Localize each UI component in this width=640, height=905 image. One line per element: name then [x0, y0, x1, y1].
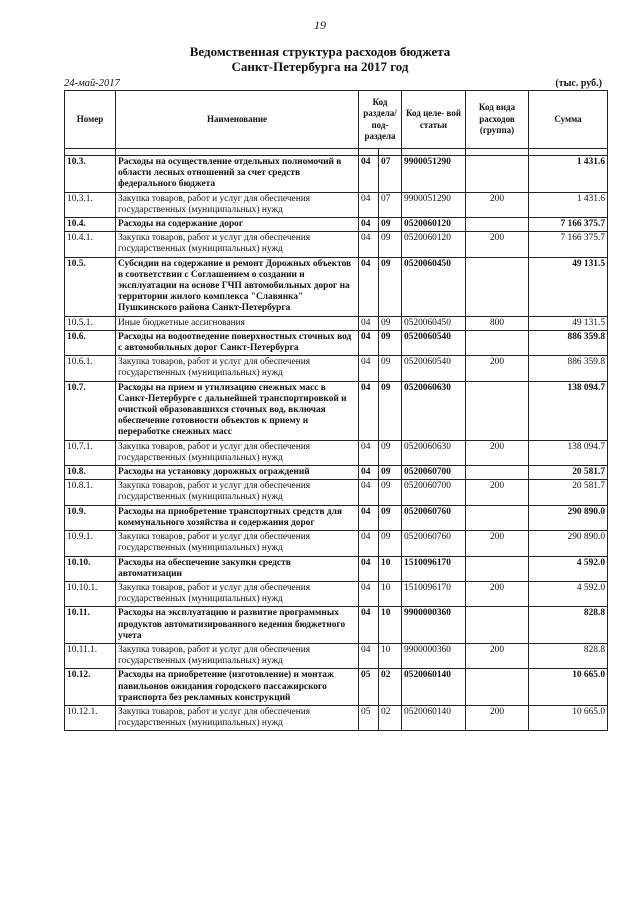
cell-section: 04 [359, 581, 379, 606]
cell-article: 0520060120 [402, 218, 466, 232]
cell-expense-type: 200 [466, 643, 529, 668]
cell-section: 04 [359, 643, 379, 668]
cell-expense-type [466, 505, 529, 530]
cell-amount: 138 094.7 [529, 440, 608, 465]
cell-expense-type: 200 [466, 356, 529, 381]
cell-article: 0520060140 [402, 705, 466, 730]
cell-subsection: 09 [379, 316, 402, 330]
cell-amount: 4 592.0 [529, 581, 608, 606]
table-row [65, 643, 608, 668]
cell-section: 04 [359, 466, 379, 480]
cell-section: 04 [359, 607, 379, 644]
cell-number: 10.8.1. [65, 480, 116, 505]
cell-article: 9900051290 [402, 156, 466, 193]
cell-amount: 886 359.8 [529, 330, 608, 355]
cell-expense-type [466, 466, 529, 480]
cell-number: 10.12.1. [65, 705, 116, 730]
cell-expense-type: 200 [466, 531, 529, 556]
title-line-1: Ведомственная структура расходов бюджета [189, 44, 451, 59]
cell-amount: 10 665.0 [529, 705, 608, 730]
cell-expense-type [466, 257, 529, 316]
header-name: Наименование [116, 91, 359, 149]
cell-expense-type: 200 [466, 440, 529, 465]
cell-article: 0520060700 [402, 466, 466, 480]
cell-subsection: 10 [379, 607, 402, 644]
cell-subsection: 09 [379, 531, 402, 556]
cell-name: Расходы на содержание дорог [116, 218, 359, 232]
cell-section: 04 [359, 556, 379, 581]
header-amount: Сумма [529, 91, 608, 149]
cell-article: 0520060760 [402, 505, 466, 530]
cell-name: Расходы на эксплуатацию и развитие программных продуктов автоматизированного ведения бюджетного учета [116, 607, 359, 644]
cell-amount: 886 359.8 [529, 356, 608, 381]
cell-article: 0520060760 [402, 531, 466, 556]
table-row [65, 581, 608, 606]
cell-name: Расходы на прием и утилизацию снежных масс в Санкт-Петербурге с дальнейшей транспортировкой и очисткой образовавшихся сточных вод, включая обеспечение готовности объектов к приему и переработке снежных масс [116, 381, 359, 440]
cell-subsection: 09 [379, 257, 402, 316]
header-number: Номер [65, 91, 116, 149]
cell-subsection: 09 [379, 381, 402, 440]
cell-amount: 20 581.7 [529, 466, 608, 480]
cell-number: 10.11. [65, 607, 116, 644]
cell-expense-type [466, 556, 529, 581]
header-article: Код целе- вой статьи [402, 91, 466, 149]
cell-number: 10.4. [65, 218, 116, 232]
cell-article: 0520060540 [402, 330, 466, 355]
cell-amount: 290 890.0 [529, 531, 608, 556]
cell-number: 10.9. [65, 505, 116, 530]
cell-expense-type [466, 669, 529, 706]
cell-article: 1510096170 [402, 581, 466, 606]
header-expense-type: Код вида расходов (группа) [466, 91, 529, 149]
cell-amount: 20 581.7 [529, 480, 608, 505]
cell-article: 0520060540 [402, 356, 466, 381]
cell-amount: 10 665.0 [529, 669, 608, 706]
cell-number: 10.5.1. [65, 316, 116, 330]
cell-subsection: 09 [379, 218, 402, 232]
cell-expense-type: 200 [466, 232, 529, 257]
cell-section: 04 [359, 257, 379, 316]
table-row [65, 316, 608, 330]
table-row [65, 505, 608, 530]
cell-article: 0520060450 [402, 316, 466, 330]
cell-expense-type [466, 218, 529, 232]
cell-amount: 4 592.0 [529, 556, 608, 581]
cell-name: Расходы на приобретение транспортных средств для коммунального хозяйства и содержания дорог [116, 505, 359, 530]
cell-name: Субсидии на содержание и ремонт Дорожных объектов в соответствии с Соглашением о создании и эксплуатации на основе ГЧП автомобильных дорог на территории жилого комплекса "Славянка" Пушкинского района Санкт-Петербурга [116, 257, 359, 316]
cell-name: Расходы на осуществление отдельных полномочий в области лесных отношений за счет средств федерального бюджета [116, 156, 359, 193]
cell-subsection: 10 [379, 643, 402, 668]
cell-subsection: 02 [379, 669, 402, 706]
cell-section: 05 [359, 669, 379, 706]
title-line-2: Санкт-Петербурга на 2017 год [231, 59, 409, 74]
cell-number: 10.10.1. [65, 581, 116, 606]
cell-number: 10.8. [65, 466, 116, 480]
cell-article: 9900000360 [402, 643, 466, 668]
cell-article: 0520060140 [402, 669, 466, 706]
cell-article: 1510096170 [402, 556, 466, 581]
cell-number: 10.6. [65, 330, 116, 355]
cell-section: 04 [359, 531, 379, 556]
cell-amount: 49 131.5 [529, 316, 608, 330]
cell-subsection: 09 [379, 505, 402, 530]
cell-amount: 1 431.6 [529, 156, 608, 193]
table-row [65, 440, 608, 465]
cell-amount: 7 166 375.7 [529, 232, 608, 257]
cell-amount: 828.8 [529, 643, 608, 668]
header-spacer-row [65, 149, 608, 156]
cell-name: Закупка товаров, работ и услуг для обеспечения государственных (муниципальных) нужд [116, 705, 359, 730]
cell-expense-type [466, 156, 529, 193]
cell-subsection: 09 [379, 480, 402, 505]
cell-number: 10.11.1. [65, 643, 116, 668]
cell-expense-type: 200 [466, 480, 529, 505]
cell-expense-type [466, 607, 529, 644]
cell-name: Расходы на установку дорожных ограждений [116, 466, 359, 480]
cell-number: 10.4.1. [65, 232, 116, 257]
table-row [65, 192, 608, 217]
cell-subsection: 09 [379, 330, 402, 355]
table-row [65, 705, 608, 730]
cell-subsection: 09 [379, 232, 402, 257]
cell-number: 10.7.1. [65, 440, 116, 465]
cell-section: 04 [359, 156, 379, 193]
cell-subsection: 07 [379, 192, 402, 217]
cell-number: 10.6.1. [65, 356, 116, 381]
table-body [65, 156, 608, 731]
cell-subsection: 07 [379, 156, 402, 193]
table-row [65, 556, 608, 581]
cell-expense-type [466, 381, 529, 440]
cell-section: 04 [359, 330, 379, 355]
cell-amount: 49 131.5 [529, 257, 608, 316]
cell-article: 0520060630 [402, 381, 466, 440]
table-row [65, 356, 608, 381]
cell-name: Закупка товаров, работ и услуг для обеспечения государственных (муниципальных) нужд [116, 531, 359, 556]
cell-expense-type [466, 330, 529, 355]
cell-amount: 138 094.7 [529, 381, 608, 440]
cell-expense-type: 800 [466, 316, 529, 330]
cell-number: 10.3. [65, 156, 116, 193]
cell-name: Закупка товаров, работ и услуг для обеспечения государственных (муниципальных) нужд [116, 356, 359, 381]
cell-section: 05 [359, 705, 379, 730]
table-row [65, 156, 608, 193]
table-row [65, 330, 608, 355]
cell-number: 10.5. [65, 257, 116, 316]
cell-article: 9900051290 [402, 192, 466, 217]
cell-section: 04 [359, 316, 379, 330]
cell-article: 0520060450 [402, 257, 466, 316]
cell-article: 0520060700 [402, 480, 466, 505]
cell-name: Закупка товаров, работ и услуг для обеспечения государственных (муниципальных) нужд [116, 440, 359, 465]
units-label: (тыс. руб.) [555, 78, 602, 89]
cell-subsection: 02 [379, 705, 402, 730]
cell-article: 9900000360 [402, 607, 466, 644]
cell-section: 04 [359, 505, 379, 530]
cell-amount: 1 431.6 [529, 192, 608, 217]
cell-number: 10.3.1. [65, 192, 116, 217]
cell-number: 10.10. [65, 556, 116, 581]
cell-section: 04 [359, 218, 379, 232]
cell-article: 0520060630 [402, 440, 466, 465]
cell-name: Закупка товаров, работ и услуг для обеспечения государственных (муниципальных) нужд [116, 192, 359, 217]
cell-name: Закупка товаров, работ и услуг для обеспечения государственных (муниципальных) нужд [116, 232, 359, 257]
cell-name: Расходы на обеспечение закупки средств автоматизации [116, 556, 359, 581]
cell-name: Закупка товаров, работ и услуг для обеспечения государственных (муниципальных) нужд [116, 643, 359, 668]
cell-section: 04 [359, 480, 379, 505]
table-header-row [65, 91, 608, 149]
cell-section: 04 [359, 232, 379, 257]
cell-expense-type: 200 [466, 705, 529, 730]
table-row [65, 607, 608, 644]
header-section: Код раздела/ под- раздела [359, 91, 402, 149]
cell-subsection: 10 [379, 556, 402, 581]
cell-expense-type: 200 [466, 581, 529, 606]
cell-number: 10.12. [65, 669, 116, 706]
table-row [65, 257, 608, 316]
document-title [0, 44, 640, 74]
cell-subsection: 09 [379, 466, 402, 480]
cell-amount: 7 166 375.7 [529, 218, 608, 232]
cell-subsection: 10 [379, 581, 402, 606]
cell-number: 10.7. [65, 381, 116, 440]
cell-name: Расходы на приобретение (изготовление) и монтаж павильонов ожидания городского пассажирского транспорта без рекламных конструкций [116, 669, 359, 706]
cell-amount: 828.8 [529, 607, 608, 644]
table-row [65, 218, 608, 232]
table-row [65, 669, 608, 706]
table-row [65, 232, 608, 257]
document-date: 24-май-2017 [64, 78, 120, 89]
cell-section: 04 [359, 192, 379, 217]
cell-subsection: 09 [379, 356, 402, 381]
cell-name: Закупка товаров, работ и услуг для обеспечения государственных (муниципальных) нужд [116, 581, 359, 606]
cell-expense-type: 200 [466, 192, 529, 217]
cell-section: 04 [359, 440, 379, 465]
cell-name: Расходы на водоотведение поверхностных сточных вод с автомобильных дорог Санкт-Петербурга [116, 330, 359, 355]
table-row [65, 480, 608, 505]
table-row [65, 466, 608, 480]
cell-subsection: 09 [379, 440, 402, 465]
table-row [65, 381, 608, 440]
cell-section: 04 [359, 356, 379, 381]
page-number: 19 [314, 18, 326, 32]
cell-amount: 290 890.0 [529, 505, 608, 530]
cell-section: 04 [359, 381, 379, 440]
cell-name: Иные бюджетные ассигнования [116, 316, 359, 330]
cell-name: Закупка товаров, работ и услуг для обеспечения государственных (муниципальных) нужд [116, 480, 359, 505]
cell-article: 0520060120 [402, 232, 466, 257]
table-row [65, 531, 608, 556]
cell-number: 10.9.1. [65, 531, 116, 556]
budget-table [64, 90, 608, 731]
